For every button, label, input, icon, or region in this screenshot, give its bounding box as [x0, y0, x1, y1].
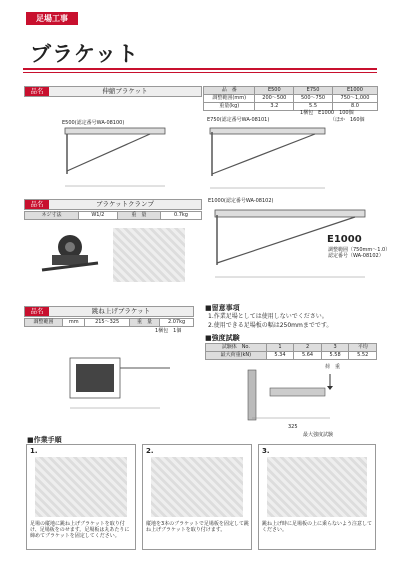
e1000-drawing	[205, 205, 370, 285]
table-cell: 2.07kg	[160, 319, 194, 327]
e750-label: E750(認定番号WA-08101)	[207, 117, 270, 123]
table-cell: ネジ寸法	[25, 212, 79, 220]
table-cell: W1/2	[78, 212, 117, 220]
section-label: 品名	[25, 307, 49, 316]
title-underline-thin	[23, 72, 377, 73]
table-cell: 3	[321, 344, 349, 352]
table-row	[204, 95, 378, 103]
table-cell: 8.0	[332, 103, 377, 111]
clamp-photo	[113, 228, 185, 282]
table-row	[204, 87, 378, 95]
table-cell: E500	[255, 87, 294, 95]
section-label: 品名	[25, 87, 49, 96]
table-cell: 最大荷重(kN)	[206, 352, 267, 360]
table-cell: 750〜1,000	[332, 95, 377, 103]
table-cell: 500〜750	[294, 95, 333, 103]
pack-info-2: （ほか 160個	[330, 117, 365, 123]
notes-title: ■留意事項	[205, 304, 240, 312]
telescopic-spec-table	[203, 86, 378, 111]
table-cell: 試験体 No.	[206, 344, 267, 352]
table-cell: 3.2	[255, 103, 294, 111]
step-number: 3.	[262, 447, 270, 455]
table-row	[206, 344, 377, 352]
page-title: ブラケット	[30, 42, 139, 66]
table-cell: 200〜500	[255, 95, 294, 103]
strength-table	[205, 343, 377, 360]
table-cell: E750	[294, 87, 333, 95]
flip-spec-table	[24, 318, 194, 327]
table-cell: 調整範囲	[25, 319, 63, 327]
section-header-flip	[24, 306, 194, 317]
procedure-step-3	[258, 444, 376, 550]
strength-caption: 最大強度試験	[303, 432, 334, 438]
category-badge: 足場工事	[26, 12, 78, 25]
section-name: ブラケットクランプ	[49, 200, 201, 209]
e1000-spec2: 認定番号（WA-08102）	[328, 253, 384, 259]
table-cell: 2	[294, 344, 322, 352]
title-underline	[23, 68, 377, 70]
table-cell: 5.52	[349, 352, 377, 360]
table-cell: 重 量	[117, 212, 160, 220]
table-cell: 5.64	[294, 352, 322, 360]
e500-label: E500(認定番号WA-08100)	[62, 120, 125, 126]
step-text: 跳ね上げ時に足場板の上に乗らないよう注意してください。	[262, 521, 373, 533]
step-illustration	[35, 457, 127, 517]
section-name: 伸縮ブラケット	[49, 87, 201, 96]
table-row	[25, 212, 202, 220]
load-label: 荷 重	[325, 364, 341, 370]
note-item: 2.使用できる足場板の幅は250mmまでです。	[208, 322, 333, 329]
clamp-drawing	[30, 225, 110, 285]
step-number: 2.	[146, 447, 154, 455]
table-cell: 平均	[349, 344, 377, 352]
table-cell: 215〜325	[85, 319, 129, 327]
table-cell: 重量(kg)	[204, 103, 255, 111]
section-header-telescopic	[24, 86, 202, 97]
section-header-clamp	[24, 199, 202, 210]
procedure-title: ■作業手順	[27, 436, 62, 444]
table-cell: 1	[266, 344, 294, 352]
e1000-spec1: 調整範囲（750mm〜1.0）	[328, 247, 391, 253]
table-cell: 5.5	[294, 103, 333, 111]
section-label: 品名	[25, 200, 49, 209]
table-cell: 5.58	[321, 352, 349, 360]
table-row	[206, 352, 377, 360]
table-cell: mm	[63, 319, 85, 327]
procedure-step-1	[26, 444, 136, 550]
table-cell: E1000	[332, 87, 377, 95]
table-cell: 0.7kg	[160, 212, 201, 220]
section-name: 跳ね上げブラケット	[49, 307, 193, 316]
step-text: 足場の縦地に跳ね上げブラケットを取り付け、足場板をのせます。足場板は丸あたりに締めてブラケットを固定してください。	[30, 521, 130, 539]
table-cell: 重 量	[129, 319, 159, 327]
e500-drawing	[55, 126, 175, 196]
step-illustration	[151, 457, 243, 517]
strength-title: ■強度試験	[205, 334, 240, 342]
pack-info-1: 1梱包 E1000 100個	[300, 110, 354, 116]
flip-pack: 1梱包 1個	[155, 328, 182, 334]
e750-drawing	[200, 124, 330, 194]
table-cell: 調整範囲(mm)	[204, 95, 255, 103]
step-number: 1.	[30, 447, 38, 455]
e1000-label: E1000(認定番号WA-08102)	[208, 198, 274, 204]
strength-dim: 325	[288, 424, 298, 430]
table-cell: 5.34	[266, 352, 294, 360]
table-row	[25, 319, 194, 327]
step-illustration	[267, 457, 367, 517]
clamp-spec-table	[24, 211, 202, 220]
procedure-step-2	[142, 444, 252, 550]
table-cell: 品 番	[204, 87, 255, 95]
flip-drawing	[40, 338, 190, 418]
strength-drawing	[230, 360, 370, 425]
note-item: 1.作業足場としては使用しないでください。	[208, 313, 328, 320]
step-text: 縦地を3本のブラケットで足場板を固定して跳ね上げブラケットを取り付けます。	[146, 521, 249, 533]
e1000-big-label: E1000	[327, 234, 362, 245]
